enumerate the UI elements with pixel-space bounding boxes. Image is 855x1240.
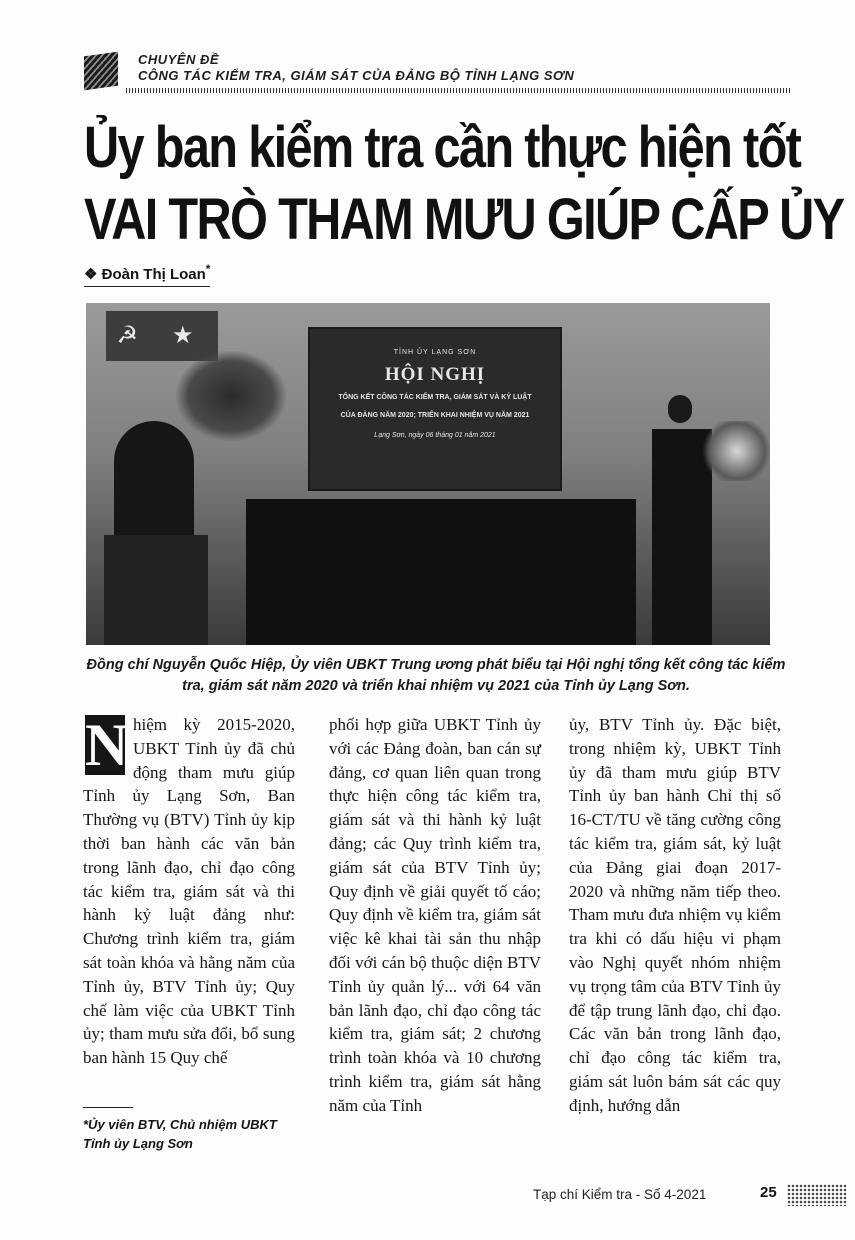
photo-caption: Đồng chí Nguyễn Quốc Hiệp, Ủy viên UBKT Trung ương phát biểu tại Hội nghị tổng kết công tác kiểm tra, giám sát năm 2020 và triển khai nhiệm vụ 2021 của Tỉnh ủy Lạng Sơn.	[86, 657, 786, 694]
footer-dot-pattern	[787, 1184, 847, 1206]
body-column-1-text: hiệm kỳ 2015-2020, UBKT Tỉnh ủy đã chủ động tham mưu giúp Tỉnh ủy Lạng Sơn, Ban Thường vụ (BTV) Tỉnh ủy kịp thời ban hành các văn bản trong lãnh đạo, chỉ đạo công tác kiểm tra, giám sát và thi hành kỷ luật đảng như: Chương trình kiểm tra, giám sát toàn khóa và hằng năm của Tỉnh ủy, BTV Tỉnh ủy; Quy chế làm việc của UBKT Tỉnh ủy; tham mưu sửa đổi, bổ sung ban hành 15 Quy chế	[83, 715, 295, 1068]
photo-pedestal	[104, 535, 208, 645]
article-title-line-1: Ủy ban kiểm tra cần thực hiện tốt	[84, 115, 801, 180]
author-byline	[84, 262, 210, 287]
header-divider	[126, 88, 790, 93]
section-topic: CÔNG TÁC KIỂM TRA, GIÁM SÁT CỦA ĐẢNG BỘ TỈNH LẠNG SƠN	[138, 68, 575, 83]
body-column-3: ủy, BTV Tỉnh ủy. Đặc biệt, trong nhiệm kỳ, UBKT Tỉnh ủy đã tham mưu giúp BTV Tỉnh ủy ban hành Chỉ thị số 16-CT/TU về tăng cường công tác kiểm tra, giám sát, kỷ luật của Đảng giai đoạn 2017- 2020 và những năm tiếp theo. Tham mưu đưa nhiệm vụ kiểm tra khi có dấu hiệu vi phạm vào Nghị quyết nhóm nhiệm vụ trọng tâm của BTV Tỉnh ủy để tập trung lãnh đạo, chỉ đạo. Các văn bản trong lãnh đạo, chỉ đạo công tác kiểm tra, giám sát luôn bám sát các quy định, hướng dẫn	[569, 715, 781, 1115]
author-name: Đoàn Thị Loan	[101, 266, 206, 283]
backdrop-organization: TỈNH ỦY LẠNG SƠN	[393, 349, 477, 356]
drop-cap: N	[85, 712, 129, 778]
body-column-1	[83, 713, 295, 1070]
journal-footer: Tạp chí Kiểm tra - Số 4-2021	[533, 1187, 707, 1202]
article-title	[84, 112, 844, 256]
conference-photo	[86, 303, 770, 645]
photo-flowers	[702, 421, 770, 481]
section-header	[84, 48, 774, 94]
backdrop-date: Lạng Sơn, ngày 06 tháng 01 năm 2021	[374, 432, 496, 439]
section-header-label	[138, 52, 574, 84]
photo-plant	[176, 351, 286, 441]
backdrop-title: HỘI NGHỊ	[384, 364, 486, 385]
page-number: 25	[760, 1184, 777, 1201]
diamond-bullet-icon: ❖	[84, 266, 98, 283]
article-title-line-2: VAI TRÒ THAM MƯU GIÚP CẤP ỦY	[84, 187, 844, 252]
backdrop-subtitle-1: TỔNG KẾT CÔNG TÁC KIỂM TRA, GIÁM SÁT VÀ KỶ LUẬT	[338, 394, 532, 401]
author-footnote-mark: *	[205, 262, 211, 276]
section-name: CHUYÊN ĐỀ	[138, 52, 220, 67]
backdrop-subtitle-2: CỦA ĐẢNG NĂM 2020; TRIỂN KHAI NHIỆM VỤ NĂM 2021	[340, 412, 530, 419]
photo-speaker	[668, 395, 692, 423]
body-column-2: phối hợp giữa UBKT Tỉnh ủy với các Đảng đoàn, ban cán sự đảng, cơ quan liên quan trong thực hiện công tác kiểm tra, giám sát và thi hành kỷ luật đảng; các Quy trình kiểm tra, giám sát của BTV Tỉnh ủy; Quy định về giải quyết tố cáo; Quy định về kiểm tra, giám sát việc kê khai tài sản thu nhập đối với cán bộ thuộc diện BTV Tỉnh ủy quản lý... với 64 văn bản lãnh đạo, chỉ đạo công tác kiểm tra, giám sát; 2 chương trình toàn khóa và 10 chương trình kiểm tra, giám sát hằng năm của Tỉnh	[329, 715, 541, 1115]
photo-bust	[114, 421, 194, 551]
photo-presidium-table	[246, 499, 636, 645]
author-footnote: *Ủy viên BTV, Chủ nhiệm UBKT Tỉnh ủy Lạng Sơn	[83, 1117, 277, 1151]
footnote-divider	[83, 1107, 133, 1108]
section-header-icon	[84, 52, 118, 91]
conference-backdrop	[308, 327, 562, 491]
party-flag: ☭ ★	[106, 311, 218, 361]
